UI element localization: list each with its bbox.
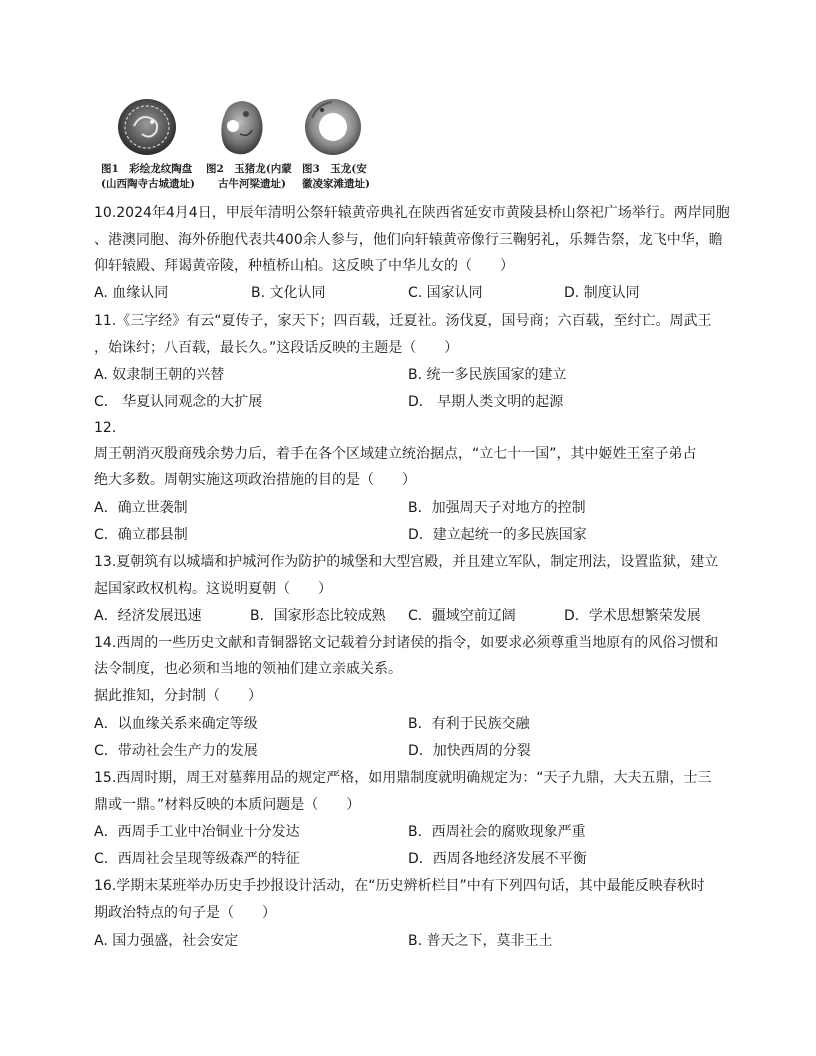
question-15-option-c: C．西周社会呈现等级森严的特征: [94, 851, 300, 867]
question-11-option-d: D． 早期人类文明的起源: [408, 394, 564, 410]
question-10-option-c: C. 国家认同: [408, 285, 483, 301]
question-13-option-b: B．国家形态比较成熟: [250, 608, 386, 624]
question-16-option-b: B. 普天之下，莫非王土: [408, 933, 553, 949]
question-14-option-a: A．以血缘关系来确定等级: [94, 716, 258, 732]
question-16-text: 期政治特点的句子是（ ）: [94, 905, 276, 921]
question-10-option-b: B. 文化认同: [251, 285, 326, 301]
jade-pig-dragon-image: [210, 96, 272, 158]
question-15-option-a: A．西周手工业中冶铜业十分发达: [94, 824, 300, 840]
question-14-option-c: C．带动社会生产力的发展: [94, 743, 258, 759]
question-10-text: 、港澳同胞、海外侨胞代表共400余人参与，他们向轩辕黄帝像行三鞠躬礼，乐舞告祭，龙飞中华，瞻: [94, 232, 723, 248]
question-12-text: 周王朝消灭殷商残余势力后，着手在各个区域建立统治据点，“立七十一国”，其中姬姓王室子弟占: [94, 446, 697, 462]
question-15-option-b: B．西周社会的腐败现象严重: [408, 824, 586, 840]
question-16-text: 16.学期末某班举办历史手抄报设计活动，在“历史辨析栏目”中有下列四句话，其中最能反映春秋时: [94, 878, 705, 894]
question-11-text: 11.《三字经》有云“夏传子，家天下；四百载，迁夏社。汤伐夏，国号商；六百载，至纣亡。周武王: [94, 313, 712, 329]
question-13-option-a: A．经济发展迅速: [94, 608, 202, 624]
question-16-option-a: A. 国力强盛，社会安定: [94, 933, 239, 949]
question-13-text: 13.夏朝筑有以城墙和护城河作为防护的城堡和大型宫殿，并且建立军队，制定刑法，设置监狱，建立: [94, 554, 719, 570]
question-13-option-d: D．学术思想繁荣发展: [564, 608, 701, 624]
question-10-text: 10.2024年4月4日，甲辰年清明公祭轩辕黄帝典礼在陕西省延安市黄陵县桥山祭祀广场举行。两岸同胞: [94, 205, 730, 221]
figure-2-caption: [206, 162, 292, 192]
question-14-text: 14.西周的一些历史文献和青铜器铭文记载着分封诸侯的指令，如要求必须尊重当地原有的风俗习惯和: [94, 635, 719, 651]
question-12-option-b: B．加强周天子对地方的控制: [408, 500, 586, 516]
figure-3-caption: [302, 162, 370, 192]
question-10-text: 仰轩辕殿、拜谒黄帝陵，种植桥山柏。这反映了中华儿女的（ ）: [94, 258, 514, 274]
caption-line: (山西陶寺古城遗址): [101, 178, 195, 190]
question-15-option-d: D．西周各地经济发展不平衡: [408, 851, 587, 867]
question-14-option-b: B．有利于民族交融: [408, 716, 530, 732]
question-13-text: 起国家政权机构。这说明夏朝（ ）: [94, 581, 332, 597]
question-12-text: 绝大多数。周朝实施这项政治措施的目的是（ ）: [94, 472, 416, 488]
painted-dragon-plate-image: [116, 96, 178, 158]
question-12-number: 12.: [94, 420, 117, 436]
question-14-text: 法令制度，也必须和当地的领袖们建立亲戚关系。: [94, 661, 402, 677]
jade-dragon-image: [302, 96, 364, 158]
figure-1-caption: [101, 162, 195, 192]
question-10-option-d: D. 制度认同: [564, 285, 640, 301]
question-10-option-a: A. 血缘认同: [94, 285, 169, 301]
caption-line: 图3 玉龙(安: [302, 163, 367, 175]
question-11-option-a: A. 奴隶制王朝的兴替: [94, 367, 225, 383]
question-14-option-d: D．加快西周的分裂: [408, 743, 531, 759]
question-13-option-c: C．疆域空前辽阔: [408, 608, 516, 624]
question-11-option-b: B. 统一多民族国家的建立: [408, 367, 567, 383]
question-11-option-c: C． 华夏认同观念的大扩展: [94, 394, 263, 410]
question-14-stem: 据此推知，分封制（ ）: [94, 688, 262, 704]
caption-line: 图2 玉猪龙(内蒙: [206, 163, 292, 175]
caption-line: 图1 彩绘龙纹陶盘: [101, 163, 193, 175]
question-12-option-c: C．确立郡县制: [94, 527, 188, 543]
question-11-text: ，始诛纣；八百载，最长久。”这段话反映的主题是（ ）: [94, 340, 459, 356]
question-12-option-d: D．建立起统一的多民族国家: [408, 527, 587, 543]
caption-line: 徽凌家滩遗址): [302, 178, 370, 190]
caption-line: 古牛河梁遗址): [218, 178, 286, 190]
question-15-text: 鼎或一鼎。”材料反映的本质问题是（ ）: [94, 797, 361, 813]
question-12-option-a: A．确立世袭制: [94, 500, 188, 516]
question-15-text: 15.西周时期，周王对墓葬用品的规定严格，如用鼎制度就明确规定为：“天子九鼎，大夫五鼎，士三: [94, 770, 712, 786]
